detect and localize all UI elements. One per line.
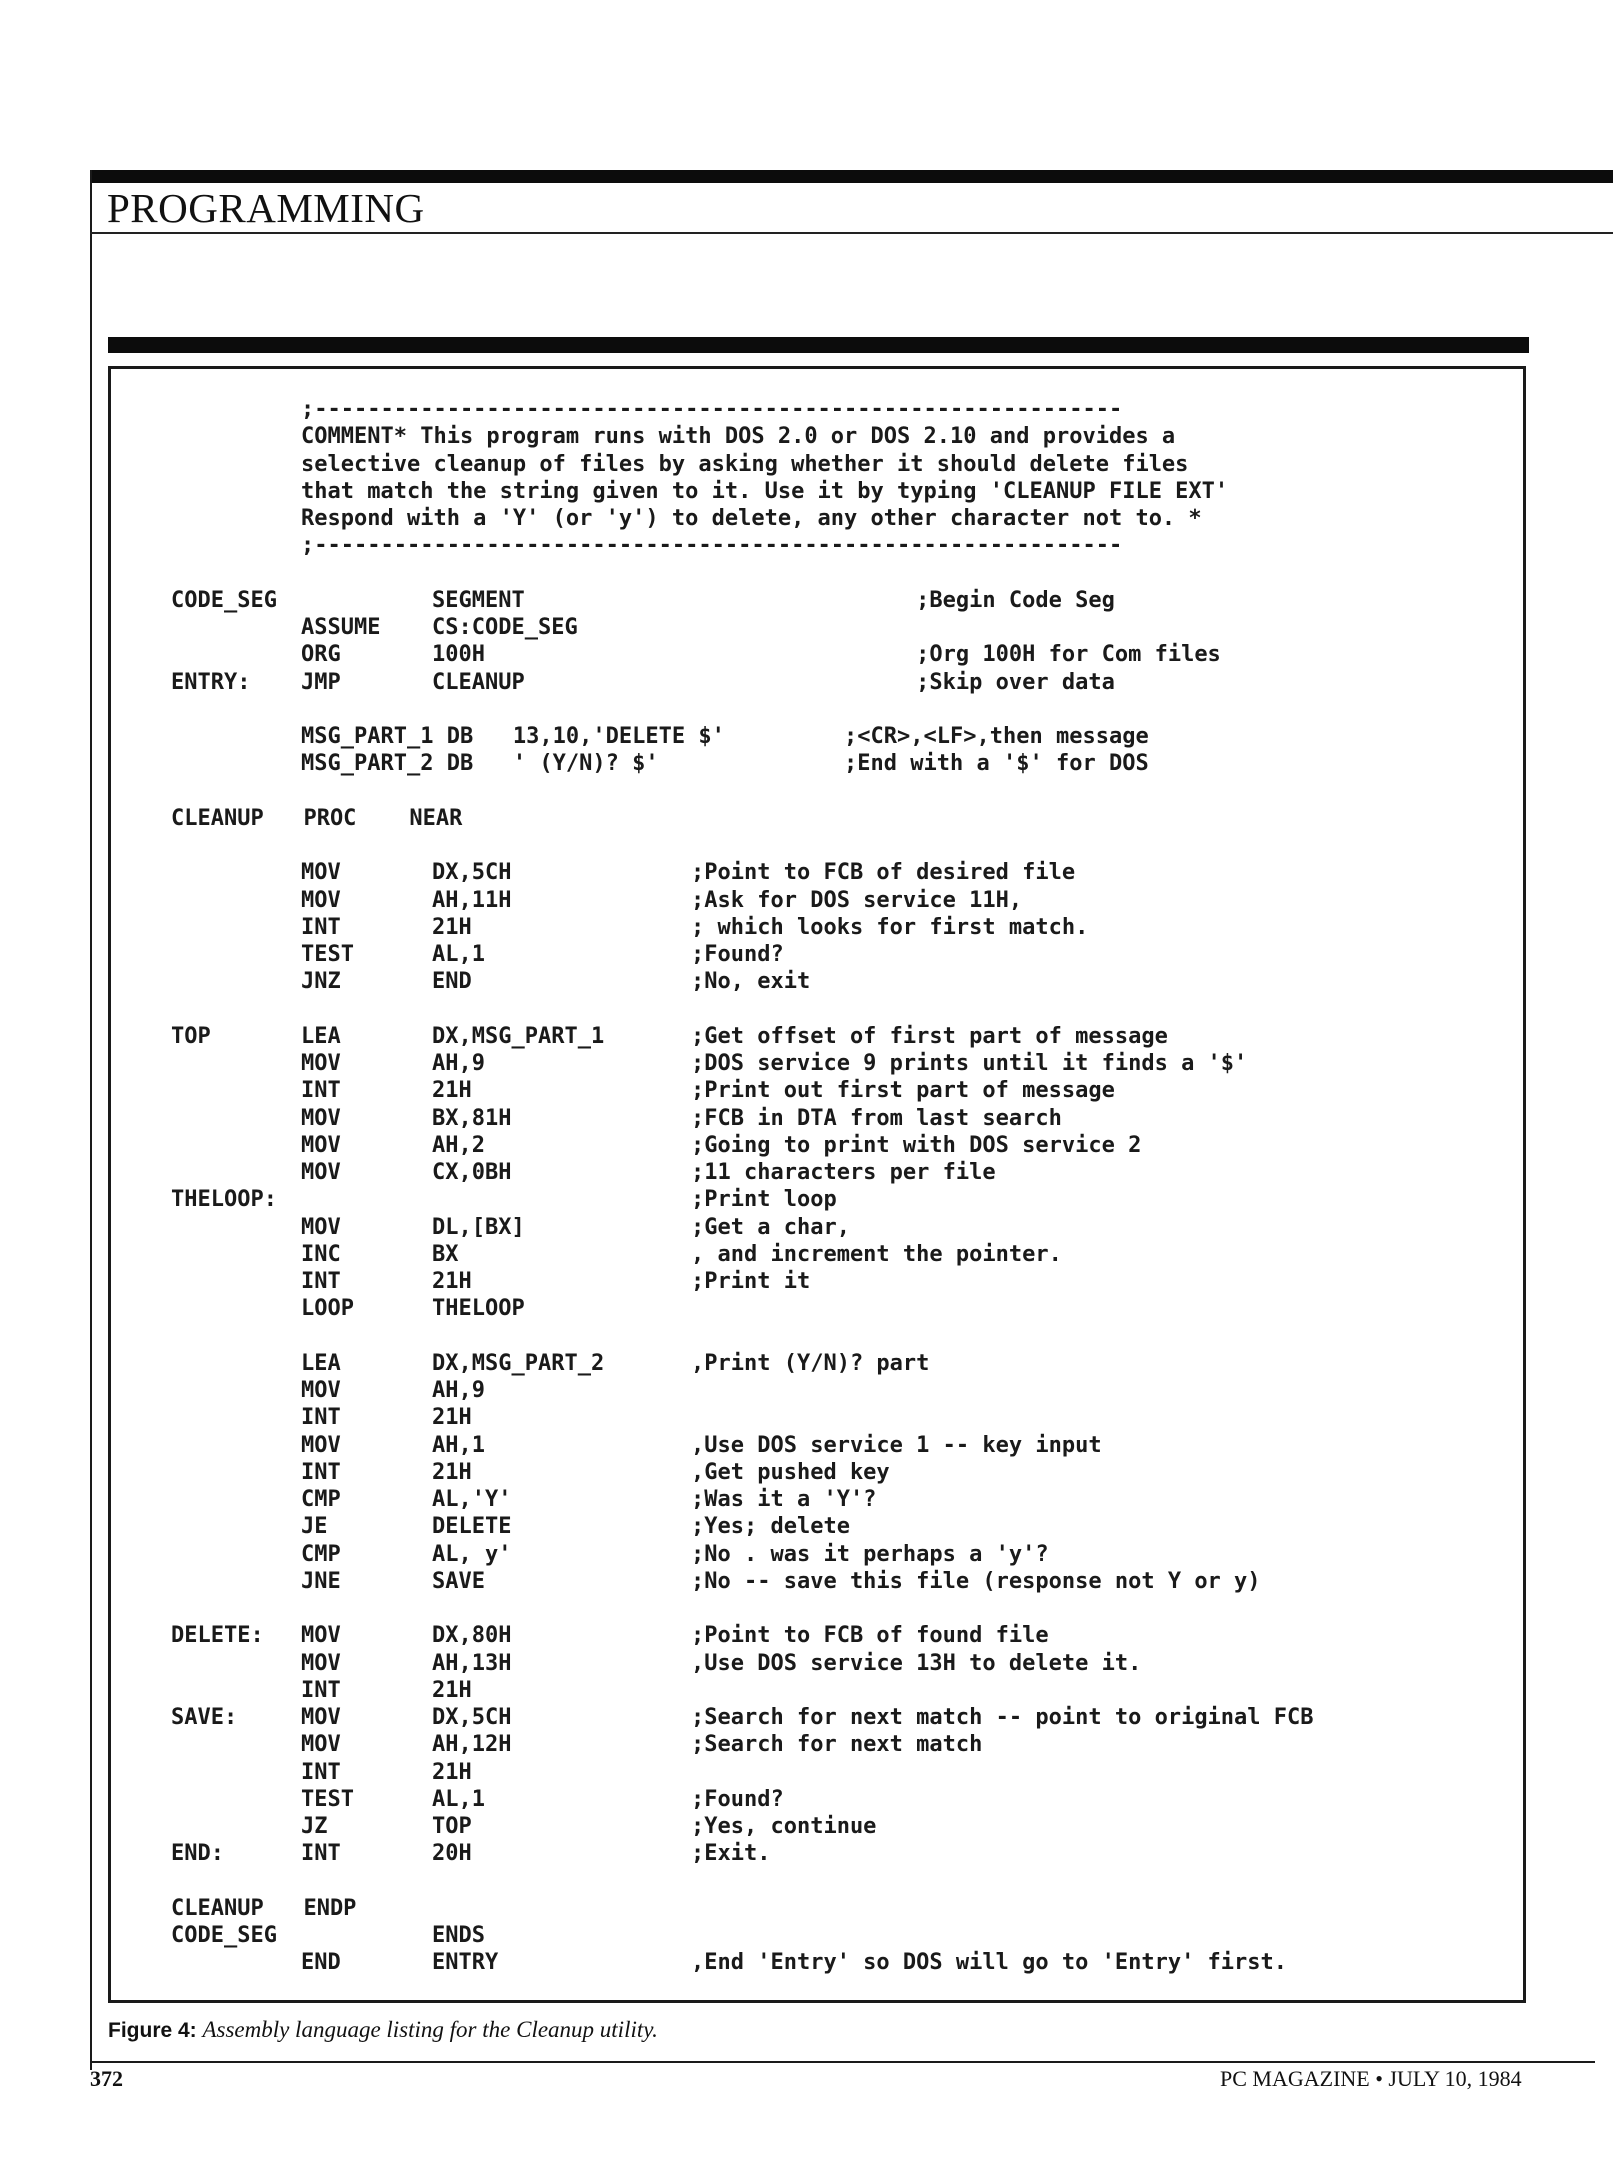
- code-comment: ;Skip over data: [691, 669, 1115, 695]
- code-text: COMMENT* This program runs with DOS 2.0 or DOS 2.10 and provides a: [301, 424, 1176, 450]
- code-operand: ENDS: [432, 1923, 485, 1948]
- code-opcode: MOV: [301, 1105, 341, 1131]
- caption-text: Assembly language listing for the Cleanup utility.: [202, 2017, 658, 2042]
- code-operand: 20H: [432, 1841, 472, 1867]
- code-opcode: LOOP: [301, 1296, 354, 1322]
- code-operand: AH,13H: [432, 1650, 512, 1676]
- code-comment: ,End 'Entry' so DOS will go to 'Entry' first.: [691, 1950, 1288, 1976]
- code-comment: ;Search for next match: [691, 1732, 983, 1758]
- code-opcode: TEST: [301, 1786, 354, 1812]
- code-label: THELOOP:: [171, 1187, 277, 1213]
- code-operand: END: [432, 969, 472, 995]
- code-opcode: INT: [301, 1841, 341, 1867]
- code-operand: AL,1: [432, 942, 485, 967]
- code-operand: BX: [432, 1241, 459, 1267]
- code-opcode: MOV: [301, 887, 341, 913]
- code-label: SAVE:: [171, 1705, 238, 1730]
- code-label: CLEANUP PROC NEAR: [171, 805, 463, 831]
- code-label: ENTRY:: [171, 669, 251, 695]
- code-comment: ;Point to FCB of found file: [691, 1623, 1049, 1649]
- code-comment: ,Use DOS service 13H to delete it.: [691, 1650, 1142, 1676]
- code-operand: AH,2: [432, 1132, 485, 1158]
- code-operand: ENTRY: [432, 1950, 499, 1976]
- code-opcode: INT: [301, 1759, 341, 1785]
- code-operand: AL,'Y': [432, 1487, 512, 1512]
- code-operand: AH,9: [432, 1051, 485, 1076]
- code-comment: ;Begin Code Seg: [691, 587, 1115, 613]
- code-comment: ; which looks for first match.: [691, 914, 1089, 940]
- code-opcode: CMP: [301, 1487, 341, 1512]
- code-operand: DELETE: [432, 1514, 512, 1540]
- code-opcode: END: [301, 1950, 341, 1976]
- code-comment: ,Print (Y/N)? part: [691, 1350, 930, 1376]
- code-comment: ;Get offset of first part of message: [691, 1023, 1168, 1049]
- code-opcode: MOV: [301, 1732, 341, 1758]
- code-label: CODE_SEG: [171, 587, 277, 613]
- code-comment: , and increment the pointer.: [691, 1241, 1062, 1267]
- code-operand: DX,MSG_PART_1: [432, 1023, 605, 1049]
- code-comment: ;No . was it perhaps a 'y'?: [691, 1541, 1049, 1567]
- code-operand: 21H: [432, 1269, 472, 1294]
- code-comment: ;Found?: [691, 942, 784, 967]
- code-text: MSG_PART_2 DB ' (Y/N)? $' ;End with a '$' for DOS: [301, 751, 1149, 777]
- code-opcode: JNZ: [301, 969, 341, 995]
- code-comment: ;Ask for DOS service 11H,: [691, 887, 1023, 913]
- section-title: PROGRAMMING: [107, 185, 425, 231]
- code-opcode: INT: [301, 1459, 341, 1485]
- code-opcode: MOV: [301, 1051, 341, 1076]
- code-comment: ;Org 100H for Com files: [691, 642, 1221, 668]
- code-operand: SEGMENT: [432, 587, 525, 613]
- code-operand: CS:CODE_SEG: [432, 615, 578, 640]
- code-comment: ;Point to FCB of desired file: [691, 860, 1076, 886]
- code-operand: AL,1: [432, 1786, 485, 1812]
- code-opcode: INT: [301, 914, 341, 940]
- code-label: CODE_SEG: [171, 1923, 277, 1948]
- code-opcode: ORG: [301, 642, 341, 668]
- figure-caption: [108, 2017, 658, 2043]
- code-operand: 21H: [432, 1459, 472, 1485]
- code-opcode: ASSUME: [301, 615, 381, 640]
- code-opcode: MOV: [301, 1160, 341, 1185]
- code-comment: ,Use DOS service 1 -- key input: [691, 1432, 1102, 1458]
- code-text: Respond with a 'Y' (or 'y') to delete, any other character not to. *: [301, 506, 1202, 531]
- code-text: that match the string given to it. Use it by typing 'CLEANUP FILE EXT': [301, 478, 1229, 504]
- code-operand: BX,81H: [432, 1105, 512, 1131]
- code-opcode: INT: [301, 1405, 341, 1431]
- code-opcode: INT: [301, 1677, 341, 1703]
- code-operand: DX,5CH: [432, 860, 512, 886]
- code-comment: ;11 characters per file: [691, 1160, 996, 1185]
- code-comment: ;No -- save this file (response not Y or y): [691, 1568, 1261, 1594]
- code-operand: SAVE: [432, 1568, 485, 1594]
- code-operand: 21H: [432, 1078, 472, 1104]
- code-comment: ;DOS service 9 prints until it finds a '$': [691, 1051, 1248, 1076]
- code-operand: AH,1: [432, 1432, 485, 1458]
- code-comment: ;Was it a 'Y'?: [691, 1487, 877, 1512]
- top-rule: [90, 170, 1613, 183]
- code-opcode: JE: [301, 1514, 328, 1540]
- code-operand: AH,11H: [432, 887, 512, 913]
- bottom-rule: [90, 2061, 1595, 2063]
- code-opcode: MOV: [301, 1623, 341, 1649]
- publication-footer: PC MAGAZINE • JULY 10, 1984: [1220, 2066, 1522, 2091]
- code-opcode: INT: [301, 1078, 341, 1104]
- code-opcode: LEA: [301, 1023, 341, 1049]
- code-text: MSG_PART_1 DB 13,10,'DELETE $' ;<CR>,<LF>,then message: [301, 724, 1149, 749]
- code-label: DELETE:: [171, 1623, 264, 1649]
- code-comment: ,Get pushed key: [691, 1459, 890, 1485]
- code-opcode: MOV: [301, 1432, 341, 1458]
- code-opcode: MOV: [301, 1705, 341, 1730]
- code-operand: DL,[BX]: [432, 1214, 525, 1240]
- code-operand: CX,0BH: [432, 1160, 512, 1185]
- code-operand: TOP: [432, 1814, 472, 1839]
- figure-top-bar: [108, 337, 1529, 353]
- code-opcode: INT: [301, 1269, 341, 1294]
- caption-label: Figure 4:: [108, 2019, 197, 2042]
- code-opcode: MOV: [301, 1378, 341, 1403]
- code-comment: ;Get a char,: [691, 1214, 850, 1240]
- code-operand: DX,80H: [432, 1623, 512, 1649]
- code-operand: THELOOP: [432, 1296, 525, 1322]
- code-text: ;-------------------------------------------------------------: [301, 533, 1123, 559]
- code-text: ;-------------------------------------------------------------: [301, 397, 1123, 422]
- code-opcode: JNE: [301, 1568, 341, 1594]
- code-comment: ;Exit.: [691, 1841, 771, 1867]
- code-operand: 100H: [432, 642, 485, 668]
- code-opcode: JZ: [301, 1814, 328, 1839]
- code-operand: AL, y': [432, 1541, 512, 1567]
- code-comment: ;FCB in DTA from last search: [691, 1105, 1062, 1131]
- code-opcode: MOV: [301, 1650, 341, 1676]
- code-operand: 21H: [432, 1405, 472, 1431]
- code-operand: AH,12H: [432, 1732, 512, 1758]
- code-opcode: JMP: [301, 669, 341, 695]
- code-comment: ;Search for next match -- point to original FCB: [691, 1705, 1314, 1730]
- code-comment: ;Yes; delete: [691, 1514, 850, 1540]
- code-label: TOP: [171, 1023, 211, 1049]
- code-comment: ;Print it: [691, 1269, 811, 1294]
- code-operand: DX,MSG_PART_2: [432, 1350, 605, 1376]
- code-operand: DX,5CH: [432, 1705, 512, 1730]
- code-label: CLEANUP ENDP: [171, 1895, 357, 1921]
- title-underline: [90, 232, 1613, 234]
- code-comment: ;Yes, continue: [691, 1814, 877, 1839]
- code-operand: AH,9: [432, 1378, 485, 1403]
- code-opcode: INC: [301, 1241, 341, 1267]
- code-comment: ;No, exit: [691, 969, 811, 995]
- page-number: 372: [90, 2066, 123, 2091]
- left-border: [90, 170, 92, 2070]
- code-opcode: MOV: [301, 1214, 341, 1240]
- code-operand: 21H: [432, 1677, 472, 1703]
- code-opcode: TEST: [301, 942, 354, 967]
- code-comment: ;Found?: [691, 1786, 784, 1812]
- code-opcode: MOV: [301, 860, 341, 886]
- code-opcode: LEA: [301, 1350, 341, 1376]
- code-operand: 21H: [432, 914, 472, 940]
- code-operand: CLEANUP: [432, 669, 525, 695]
- code-opcode: MOV: [301, 1132, 341, 1158]
- code-opcode: CMP: [301, 1541, 341, 1567]
- code-label: END:: [171, 1841, 224, 1867]
- code-comment: ;Print loop: [691, 1187, 837, 1213]
- code-comment: ;Print out first part of message: [691, 1078, 1115, 1104]
- code-operand: 21H: [432, 1759, 472, 1785]
- code-comment: ;Going to print with DOS service 2: [691, 1132, 1142, 1158]
- code-text: selective cleanup of files by asking whether it should delete files: [301, 451, 1189, 477]
